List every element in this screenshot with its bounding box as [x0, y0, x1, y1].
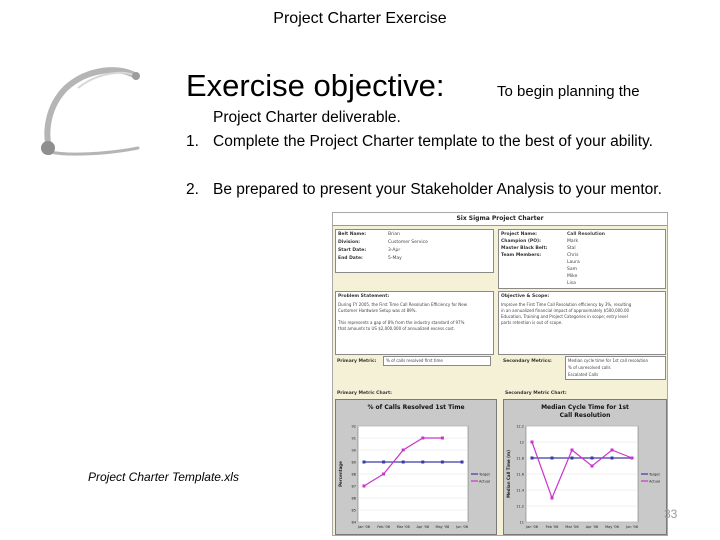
primary-metric-label: Primary Metric: — [337, 359, 377, 364]
x-tick-label: Jun '06 — [456, 525, 468, 529]
y-tick-label: 88 — [351, 472, 356, 477]
data-point — [363, 485, 366, 488]
objective-scope-box — [498, 291, 666, 355]
x-tick-label: Jun '06 — [626, 525, 638, 529]
problem-text-line: This represents a gap of 8% from the industry standard of 97% — [338, 320, 465, 325]
data-point — [421, 461, 424, 464]
y-tick-label: 11.6 — [516, 472, 524, 477]
primary-metric-box — [383, 356, 491, 366]
field-value: Stal — [567, 246, 576, 251]
list-item-number: 1. — [186, 133, 199, 150]
x-tick-label: Mar '06 — [396, 525, 410, 529]
data-point — [591, 457, 594, 460]
x-tick-label: May '06 — [435, 525, 450, 529]
problem-text-line: Customer Hardware Setup was at 89%. — [338, 308, 417, 313]
y-tick-label: 87 — [351, 484, 356, 489]
data-point — [551, 497, 554, 500]
data-point — [531, 441, 534, 444]
team-member: Lisa — [567, 281, 576, 286]
data-point — [421, 437, 424, 440]
data-point — [551, 457, 554, 460]
field-value: Call Resolution — [567, 232, 606, 237]
field-value: Customer Service — [388, 240, 428, 245]
data-point — [571, 457, 574, 460]
objective-text-line: parts retention is out of scope. — [501, 320, 563, 325]
y-tick-label: 85 — [351, 508, 356, 513]
team-member: Mike — [567, 274, 578, 279]
chart-title: Median Cycle Time for 1st — [541, 404, 629, 411]
x-tick-label: Jan '06 — [358, 525, 370, 529]
secondary-metric-chart-svg — [504, 400, 666, 534]
swoosh-logo-icon — [28, 60, 148, 170]
objective-lead-text: To begin planning the — [497, 83, 640, 100]
field-label: Project Name: — [501, 232, 537, 237]
chart-title: % of Calls Resolved 1st Time — [367, 404, 465, 411]
field-value: 3-Apr — [388, 248, 401, 253]
data-point — [611, 457, 614, 460]
data-point — [402, 449, 405, 452]
primary-chart-label: Primary Metric Chart: — [337, 391, 392, 396]
secondary-metric-chart — [503, 399, 667, 535]
field-label: Division: — [338, 240, 361, 245]
data-point — [402, 461, 405, 464]
data-point — [531, 457, 534, 460]
field-label: Start Date: — [338, 248, 367, 253]
data-point — [441, 437, 444, 440]
x-tick-label: Apr '06 — [585, 525, 599, 529]
field-value: Chris — [567, 253, 579, 258]
x-tick-label: Mar '06 — [565, 525, 579, 529]
data-point — [571, 449, 574, 452]
list-item-number: 2. — [186, 181, 199, 198]
y-tick-label: 84 — [351, 520, 356, 525]
secondary-metric-value: Escalated Calls — [568, 372, 599, 377]
objective-text-line: Education, Training and Project Categories in scope; entry level — [501, 314, 628, 319]
x-tick-label: Jan '06 — [526, 525, 538, 529]
y-tick-label: 11.4 — [516, 488, 524, 493]
field-label: Champion (PO): — [501, 239, 541, 244]
data-point — [382, 473, 385, 476]
primary-metric-value: % of calls resolved first time — [386, 358, 443, 363]
x-tick-label: Feb '06 — [545, 525, 559, 529]
field-value: Brian — [388, 232, 400, 237]
y-tick-label: 12.2 — [516, 424, 524, 429]
y-axis-label: Median Call Time (m) — [506, 450, 511, 498]
objective-scope-label: Objective & Scope: — [501, 294, 550, 299]
objective-text-line: Improve the First Time Call Resolution efficiency by 3%, resulting — [501, 302, 632, 307]
data-point — [591, 465, 594, 468]
secondary-metric-label: Secondary Metrics: — [503, 359, 552, 364]
secondary-metric-value: % of unresolved calls — [568, 365, 611, 370]
y-tick-label: 90 — [351, 448, 356, 453]
y-tick-label: 89 — [351, 460, 356, 465]
list-item-text: Be prepared to present your Stakeholder Analysis to your mentor. — [213, 181, 662, 198]
x-tick-label: May '06 — [605, 525, 619, 529]
list-item-text: Complete the Project Charter template to the best of your ability. — [213, 133, 653, 150]
y-tick-label: 11 — [519, 520, 524, 525]
belt-info-box — [335, 229, 494, 273]
chart-title-line: Call Resolution — [559, 412, 611, 419]
y-tick-label: 92 — [351, 424, 356, 429]
y-tick-label: 91 — [351, 436, 356, 441]
objective-heading: Exercise objective: — [186, 68, 445, 103]
secondary-metric-value: Median cycle time for 1st call resolution — [568, 358, 648, 363]
problem-text-line: During FY 2005, the First Time Call Resolution Efficiency for New — [338, 302, 467, 307]
primary-metric-chart — [335, 399, 497, 535]
team-member: Sam — [567, 267, 577, 272]
field-label: End Date: — [338, 256, 363, 261]
y-axis-label: Percentage — [338, 461, 343, 487]
problem-text-line: that amounts to US $2,000,000 of annualized excess cost. — [338, 326, 455, 331]
secondary-metric-box — [565, 356, 666, 380]
data-point — [382, 461, 385, 464]
objective-text-line: in an annualized financial impact of approximately $500,000.00 — [501, 308, 630, 313]
data-point — [611, 449, 614, 452]
y-tick-label: 11.8 — [516, 456, 524, 461]
field-label: Team Members: — [501, 253, 542, 258]
y-tick-label: 86 — [351, 496, 356, 501]
field-value: Mark — [567, 239, 579, 244]
project-info-box — [498, 229, 666, 289]
x-tick-label: Apr '06 — [416, 525, 430, 529]
secondary-chart-label: Secondary Metric Chart: — [505, 391, 567, 396]
y-tick-label: 11.2 — [516, 504, 524, 509]
primary-metric-chart-svg — [336, 400, 496, 534]
sheet-title: Six Sigma Project Charter — [333, 213, 667, 226]
legend-label: Target — [649, 472, 660, 477]
legend-label: Actual — [479, 479, 490, 484]
legend-label: Actual — [649, 479, 660, 484]
field-label: Belt Name: — [338, 232, 367, 237]
problem-statement-box — [335, 291, 494, 355]
template-file-caption: Project Charter Template.xls — [88, 470, 239, 484]
data-point — [363, 461, 366, 464]
project-charter-template-thumbnail — [332, 212, 668, 536]
team-member: Laura — [567, 260, 580, 265]
x-tick-label: Feb '06 — [377, 525, 390, 529]
page-number: 33 — [664, 507, 678, 521]
data-point — [631, 457, 634, 460]
data-point — [461, 461, 464, 464]
field-value: 5-May — [388, 256, 402, 261]
field-label: Master Black Belt: — [501, 246, 548, 251]
objective-continuation-text: Project Charter deliverable. — [213, 109, 401, 126]
slide-title: Project Charter Exercise — [273, 10, 447, 27]
problem-statement-label: Problem Statement: — [338, 294, 390, 299]
legend-label: Target — [479, 472, 490, 477]
y-tick-label: 12 — [519, 440, 524, 445]
data-point — [441, 461, 444, 464]
